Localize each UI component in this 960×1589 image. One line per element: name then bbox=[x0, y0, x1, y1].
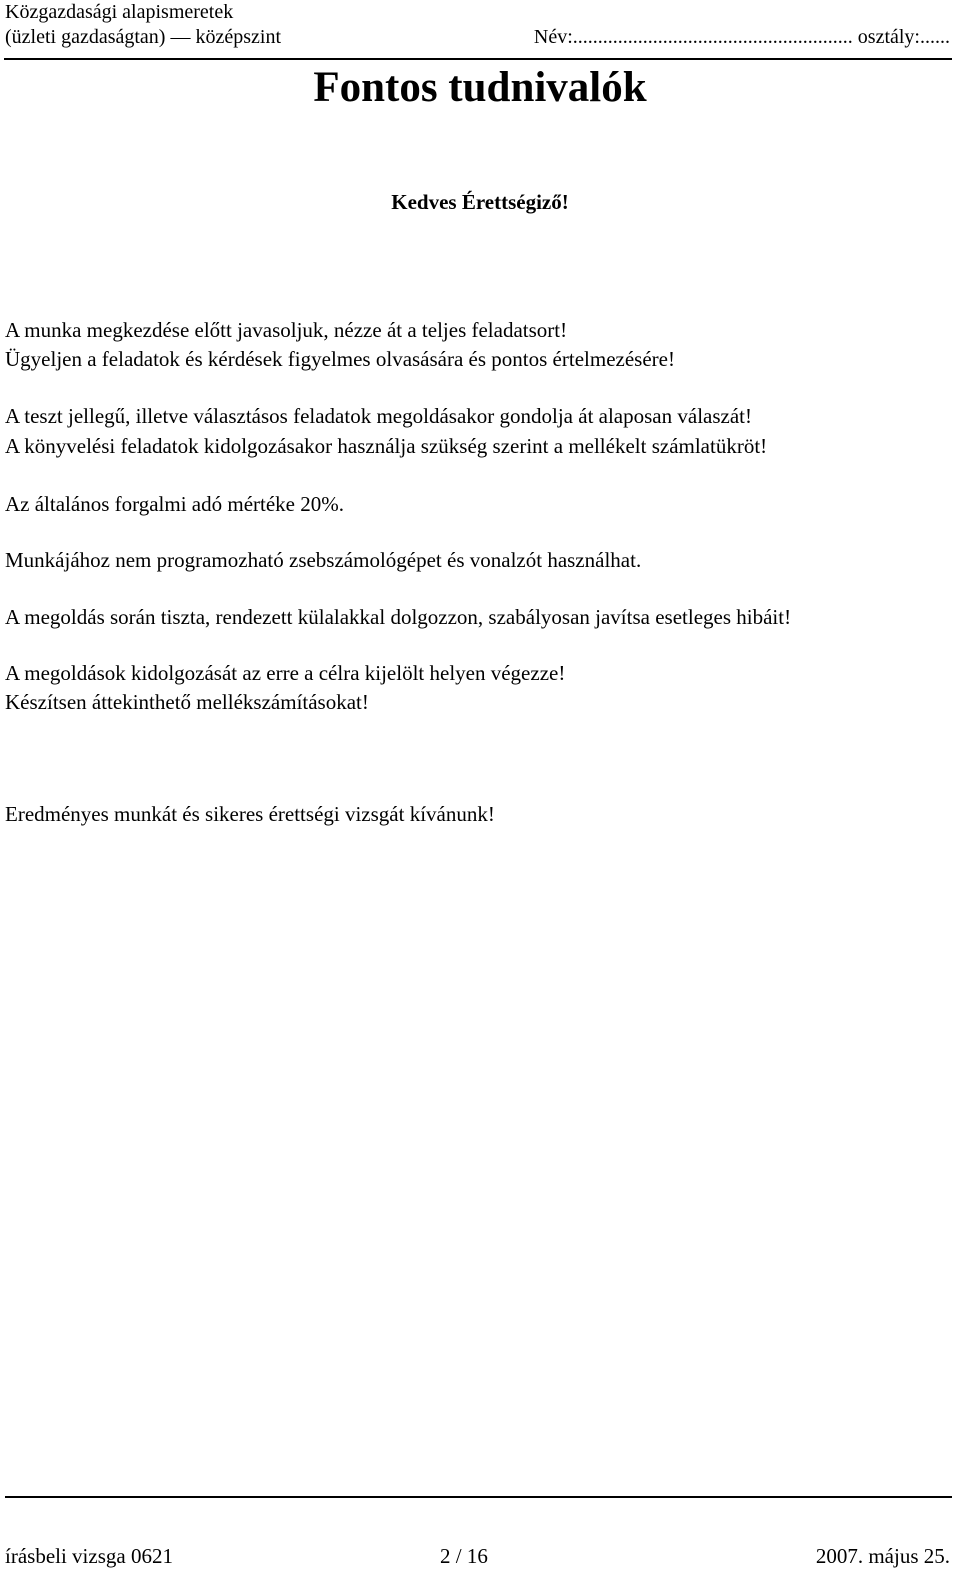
instruction-text: A megoldások kidolgozását az erre a célra kijelölt helyen végezze! bbox=[5, 661, 566, 685]
instruction-text: A munka megkezdése előtt javasoljuk, nézze át a teljes feladatsort! bbox=[5, 318, 568, 342]
instruction-text: Munkájához nem programozható zsebszámológépet és vonalzót használhat. bbox=[5, 548, 642, 572]
greeting: Kedves Érettségiző! bbox=[391, 190, 569, 214]
instruction-text: Ügyeljen a feladatok és kérdések figyelmes olvasására és pontos értelmezésére! bbox=[5, 347, 675, 371]
header-rule bbox=[4, 58, 952, 60]
instruction-text: A megoldás során tiszta, rendezett külalakkal dolgozzon, szabályosan javítsa esetleges hibáit! bbox=[5, 605, 792, 629]
closing-text: Eredményes munkát és sikeres érettségi vizsgát kívánunk! bbox=[5, 802, 495, 826]
footer-page-number: 2 / 16 bbox=[440, 1544, 488, 1568]
page-title: Fontos tudnivalók bbox=[313, 64, 647, 111]
instruction-text: Az általános forgalmi adó mértéke 20%. bbox=[5, 492, 344, 516]
instruction-text: A könyvelési feladatok kidolgozásakor használja szükség szerint a mellékelt számlatükröt! bbox=[5, 434, 768, 458]
footer-rule bbox=[5, 1496, 952, 1498]
footer-exam-code: írásbeli vizsga 0621 bbox=[5, 1544, 173, 1568]
header-name-class-field: Név:........................................................ osztály:...... bbox=[533, 26, 950, 48]
header-subject-line1: Közgazdasági alapismeretek bbox=[5, 1, 234, 23]
header-subject-line2: (üzleti gazdaságtan) — középszint bbox=[5, 26, 281, 48]
footer-date: 2007. május 25. bbox=[815, 1544, 950, 1568]
instruction-text: A teszt jellegű, illetve választásos feladatok megoldásakor gondolja át alaposan válaszát! bbox=[5, 404, 752, 428]
instruction-text: Készítsen áttekinthető mellékszámításokat! bbox=[5, 690, 369, 714]
